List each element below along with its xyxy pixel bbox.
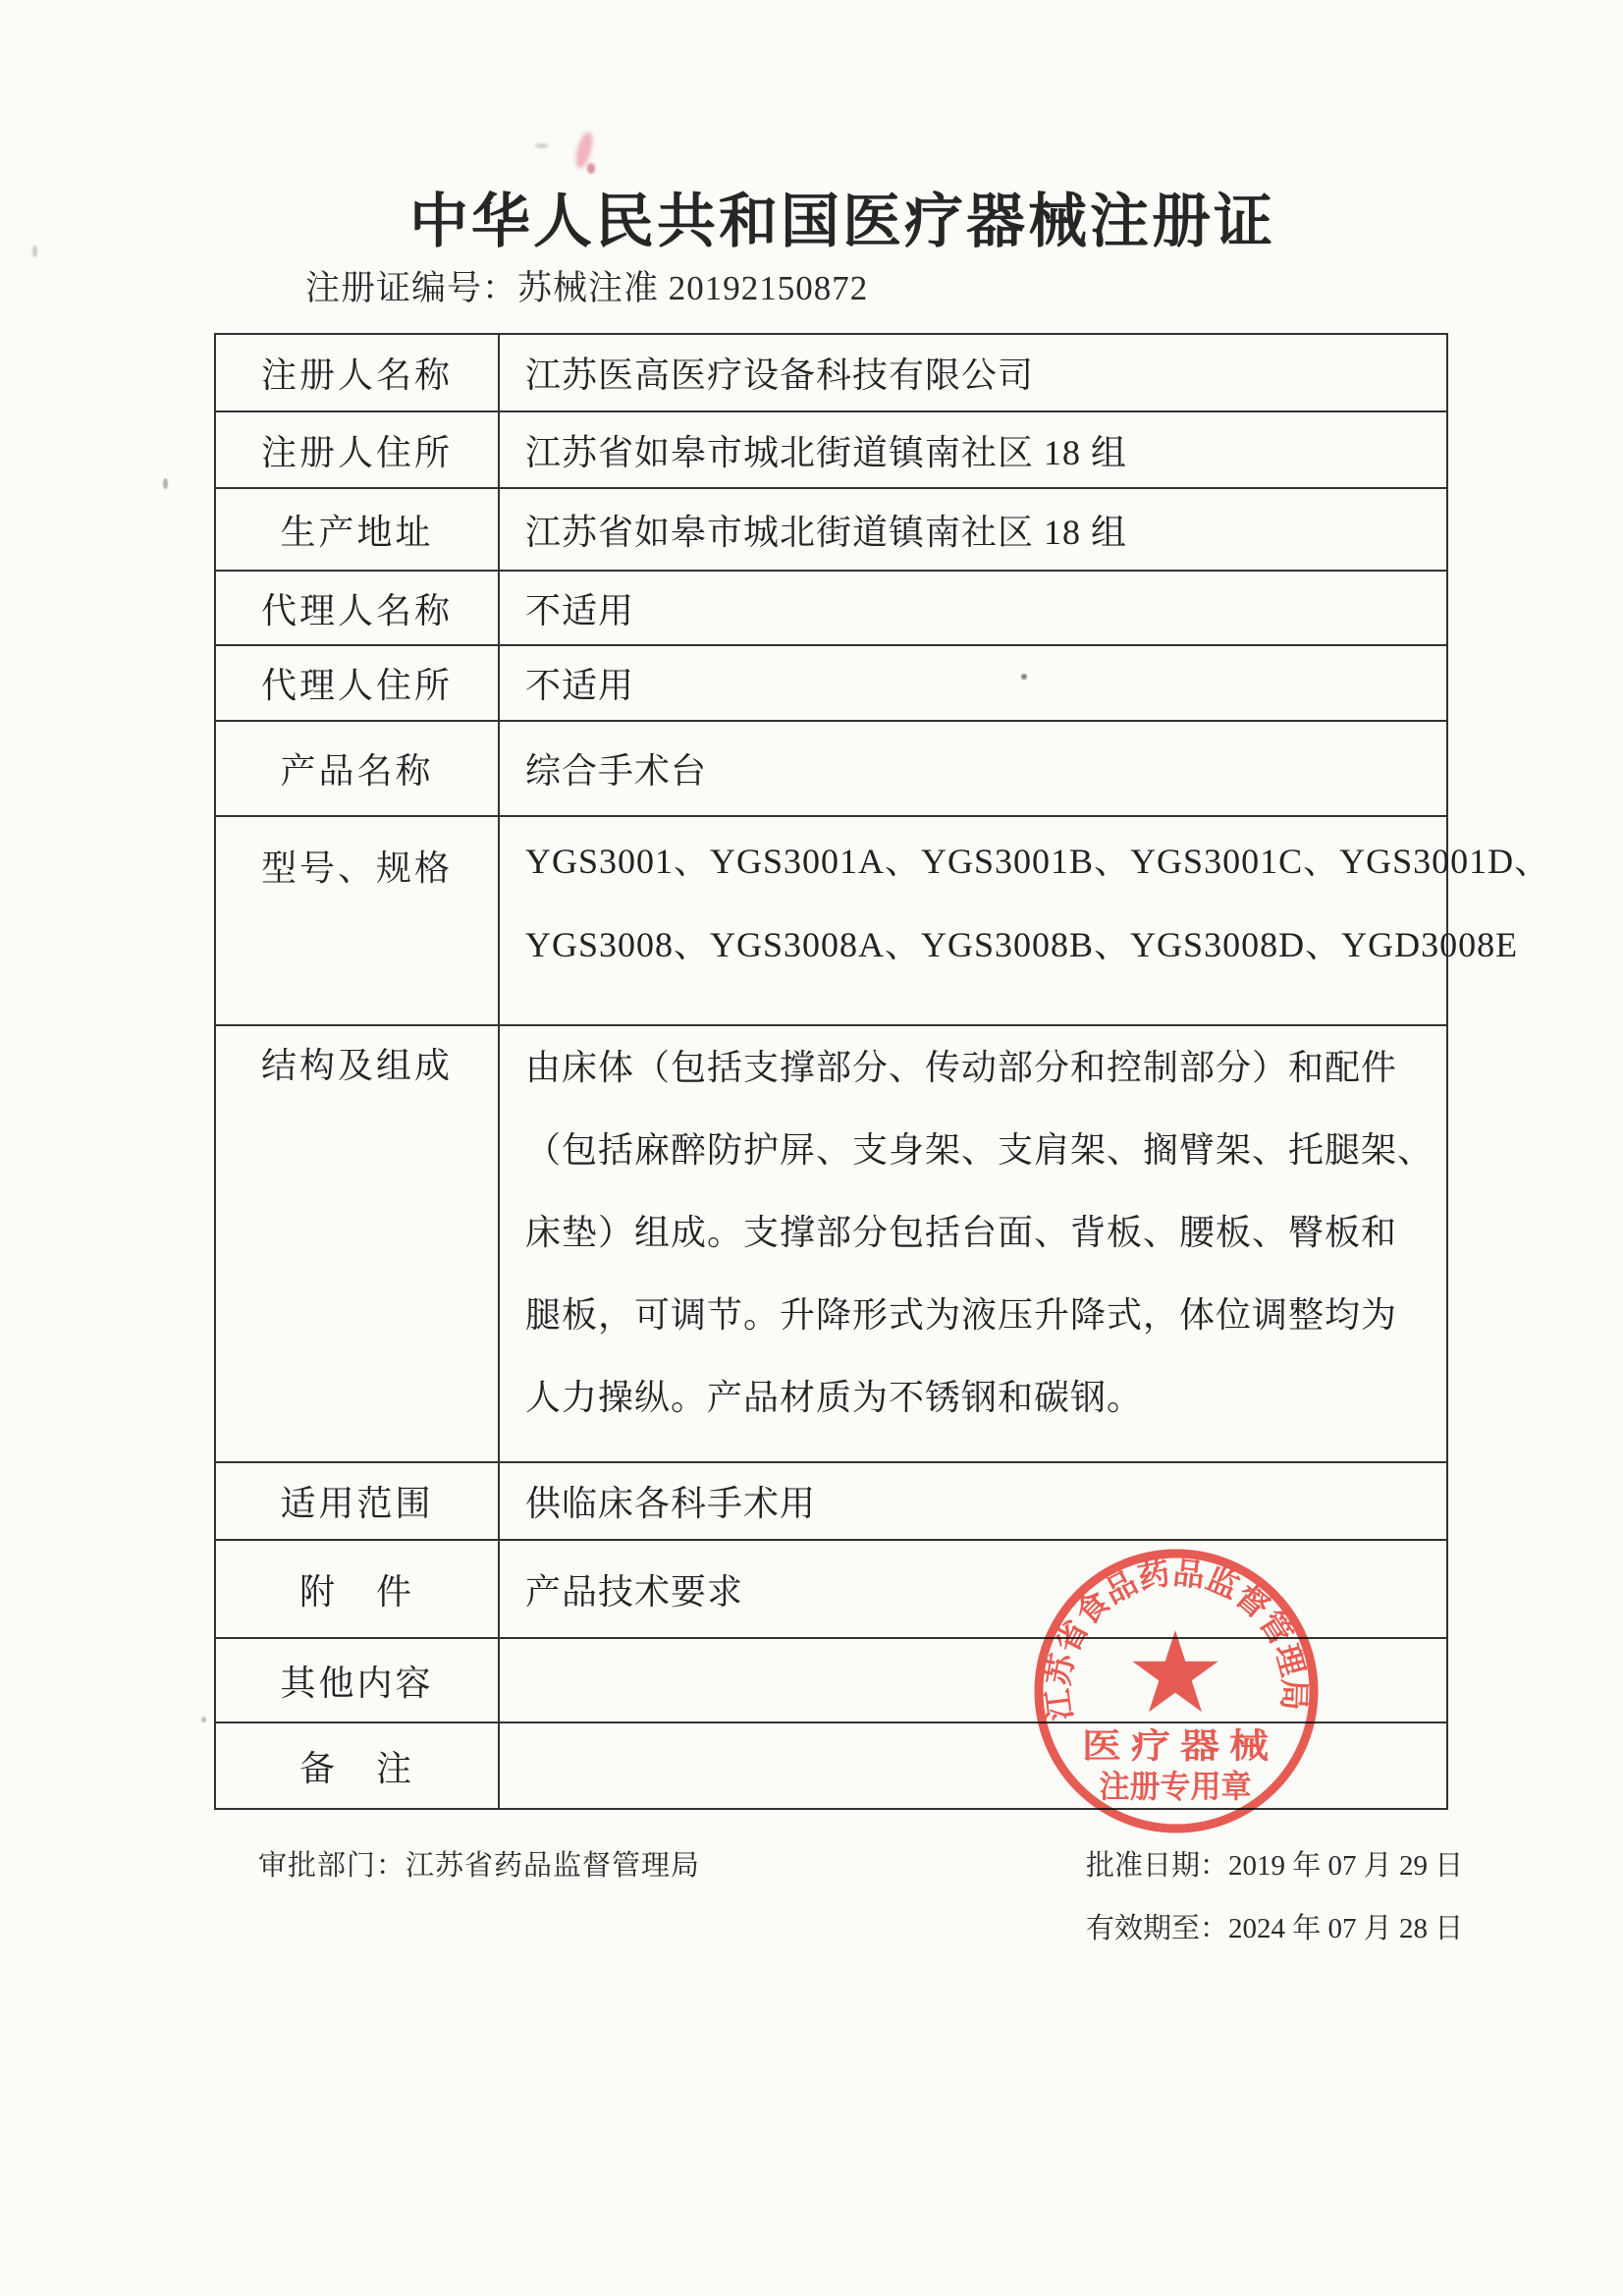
table-row-agent-name bbox=[216, 570, 1446, 644]
table-row-product-name bbox=[216, 720, 1446, 815]
registration-number-label: 注册证编号： bbox=[305, 269, 518, 307]
registration-number bbox=[305, 261, 868, 310]
scan-speck-pink bbox=[572, 131, 595, 170]
structure-line: （包括麻醉防护屏、支身架、支肩架、搁臂架、托腿架、 bbox=[525, 1130, 1434, 1170]
row-value: 供临床各科手术用 bbox=[525, 1484, 817, 1523]
registration-number-value: 苏械注准 20192150872 bbox=[517, 269, 869, 307]
row-value: 产品技术要求 bbox=[525, 1571, 744, 1612]
row-label: 生产地址 bbox=[216, 489, 500, 570]
model-line: YGS3001、YGS3001A、YGS3001B、YGS3001C、YGS3001D、 bbox=[525, 842, 1551, 881]
row-label: 型号、规格 bbox=[216, 817, 500, 1024]
seal-text-line2: 注册专用章 bbox=[1099, 1769, 1252, 1804]
structure-line: 由床体（包括支撑部分、传动部分和控制部分）和配件 bbox=[525, 1048, 1398, 1087]
row-label: 注册人名称 bbox=[216, 335, 500, 410]
structure-line: 腿板，可调节。升降形式为液压升降式，体位调整均为 bbox=[525, 1295, 1398, 1335]
row-value bbox=[500, 817, 1550, 1024]
row-value: 不适用 bbox=[525, 590, 635, 630]
page-title: 中华人民共和国医疗器械注册证 bbox=[409, 190, 1275, 254]
seal-text-line1: 医 疗 器 械 bbox=[1082, 1727, 1269, 1766]
row-label: 适用范围 bbox=[216, 1463, 500, 1539]
row-value: 江苏医高医疗设备科技有限公司 bbox=[525, 355, 1035, 395]
row-value bbox=[500, 1026, 1446, 1461]
row-label: 附 件 bbox=[216, 1541, 500, 1637]
row-label: 代理人名称 bbox=[216, 572, 500, 644]
row-label: 其他内容 bbox=[216, 1639, 500, 1722]
scan-speck-dot bbox=[201, 1717, 206, 1722]
row-value: 不适用 bbox=[525, 666, 635, 705]
row-label: 产品名称 bbox=[216, 722, 500, 815]
scan-speck-margin bbox=[32, 246, 37, 257]
seal-star bbox=[1132, 1630, 1217, 1712]
row-label: 结构及组成 bbox=[216, 1026, 500, 1461]
table-row-registrant-address bbox=[216, 410, 1446, 487]
row-label: 代理人住所 bbox=[216, 646, 500, 720]
structure-line: 人力操纵。产品材质为不锈钢和碳钢。 bbox=[525, 1378, 1144, 1417]
row-value: 江苏省如皋市城北街道镇南社区 18 组 bbox=[525, 512, 1128, 552]
scan-speck-red bbox=[587, 163, 595, 174]
approval-date: 批准日期：2019 年 07 月 29 日 bbox=[1086, 1850, 1464, 1882]
table-row-agent-address bbox=[216, 644, 1446, 720]
row-value: 综合手术台 bbox=[525, 751, 708, 791]
structure-line: 床垫）组成。支撑部分包括台面、背板、腰板、臀板和 bbox=[525, 1213, 1398, 1252]
row-value: 江苏省如皋市城北街道镇南社区 18 组 bbox=[525, 432, 1128, 472]
scan-speck-comma bbox=[163, 478, 168, 489]
model-line: YGS3008、YGS3008A、YGS3008B、YGS3008D、YGD3008E bbox=[525, 925, 1519, 964]
official-seal bbox=[1021, 1522, 1345, 1856]
table-row-structure-composition bbox=[216, 1024, 1446, 1461]
valid-until-date: 有效期至：2024 年 07 月 28 日 bbox=[1086, 1913, 1464, 1944]
scan-speck-dash bbox=[535, 143, 548, 148]
table-row-model-spec bbox=[216, 815, 1551, 1024]
table-row-production-address bbox=[216, 487, 1446, 570]
row-label: 备 注 bbox=[216, 1723, 500, 1808]
approval-department: 审批部门：江苏省药品监督管理局 bbox=[258, 1850, 701, 1882]
seal-arc-text: 江苏省食品药品监督管理局 bbox=[1040, 1555, 1313, 1722]
row-label: 注册人住所 bbox=[216, 412, 500, 487]
table-row-registrant-name bbox=[216, 335, 1446, 410]
